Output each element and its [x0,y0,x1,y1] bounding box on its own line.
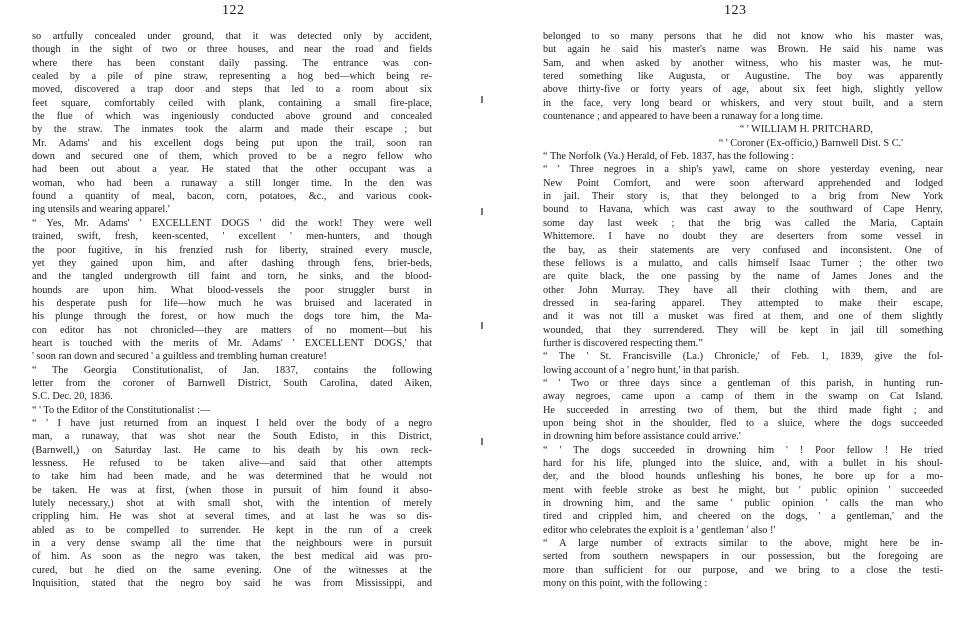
text-line: ' soon ran down and secured ' a guiltless and trembling human creature! [32,351,327,363]
gutter-mark [481,322,483,329]
text-line: feet square, comfortably ceiled with plank, containing a small fire-place, [32,97,432,109]
text-line: He succeeded in arresting two of them, but the third made fight ; and [543,404,943,416]
text-line: though in the sight of two or three houses, and near the road and fields [32,44,432,56]
text-line: in drowning him, and the same ' public opinion ' calls the man who [543,498,943,510]
text-line: cured, but he died on the same evening. One of the witnesses at the [32,564,432,576]
text-line: away negroes, came upon a camp of them in the swamp on Cat Island. [543,391,943,403]
text-line: by the straw. The inmates took the alarm and made their escape ; but [32,124,432,136]
text-line: dressed in sea-faring apparel. They attempted to make their escape, [543,297,943,309]
text-line: are quite black, the one passing by the name of James Jones and the [543,271,943,283]
text-line: “ The ' St. Francisville (La.) Chronicle,' of Feb. 1, 1839, give the fol- [543,351,943,363]
text-line: “ The Georgia Constitutionalist, of Jan. 1837, contains the following [32,364,432,376]
text-line: “ ' Three negroes in a ship's yawl, came on shore yesterday evening, near [543,164,943,176]
text-line: in jail. Their story is, that they belonged to a brig from New York [543,191,943,203]
left-page [0,0,478,631]
text-line: New Point Comfort, and were soon afterward apprehended and lodged [543,177,943,189]
text-line: had been out about a year. He stated that the other occupant was a [32,164,432,176]
text-line: “ ' Two or three days since a gentleman of this parish, in hunting run- [543,377,943,389]
right-page [490,0,980,631]
text-line: “ Yes, Mr. Adams' ' EXCELLENT DOGS ' did the work! They were well [32,217,432,229]
text-line: further is discovered respecting them.” [543,337,703,349]
text-line: in a very dense swamp all the time that the neighbours were in pursuit [32,538,432,550]
text-line: lowing account of a ' negro hunt,' in that parish. [543,364,740,376]
text-line: the bay, as their statements are very confused and inconsistent. One of [543,244,943,256]
text-line: his plunge through the forest, or how much the dogs tore him, the Ma- [32,311,432,323]
text-line: Mr. Adams' and his excellent dogs being put upon the trail, soon ran [32,137,432,149]
text-line: upon being shot in the shoulder, fled to a sluice, where the dogs succeeded [543,417,943,429]
text-line: “ The Norfolk (Va.) Herald, of Feb. 1837, has the following : [543,151,795,163]
text-line: where there has been constant daily passing. The entrance was con- [32,57,432,69]
text-line: letter from the coroner of Barnwell District, South Carolina, dated Aiken, [32,377,432,389]
text-line: der, and the blood hounds unfleshing his bones, he bore up for a mo- [543,471,943,483]
text-line: man, a runaway, that was shot near the South Edisto, in this District, [32,431,432,443]
text-line: “ ' To the Editor of the Constitutionalist :— [32,404,211,416]
text-line: wounded, that they surrendered. They will be kept in jail till something [543,324,943,336]
text-line: above thirty-five or forty years of age, about six feet high, slightly yellow [543,84,943,96]
text-line: “ A large number of extracts similar to the above, might here be in- [543,538,943,550]
gutter-mark [481,438,483,445]
text-line: lessness. He refused to be taken alive—and said that other attempts [32,458,432,469]
text-line: Whittemore. I have no doubt they are deserters from some vessel in [543,231,943,243]
page-number: 123 [724,3,747,18]
text-line: woman, who had been a runaway a still longer time. In the den was [32,177,432,189]
text-line: hard for his life, plunged into the sluice, and, with a bullet in his shoul- [543,458,943,469]
text-line: of him. As soon as the negro was taken, the best medical aid was pro- [32,551,432,563]
text-line: con editor has not chronicled—they are matters of no moment—but his [32,324,432,336]
text-line: ment with feeble stroke as best he might, but ' public opinion ' succeeded [543,484,943,496]
gutter-mark [481,208,483,215]
text-line: more than sufficient for our purpose, and we bring to a close the testi- [543,564,943,576]
text-line: editor who celebrates the exploit is a ' gentleman ' also !' [543,524,776,536]
text-line: and it was not till a musket was fired at them, and one of them slightly [543,311,943,323]
text-line: belonged to so many persons that he did not know who his master was, [543,31,943,42]
text-line: mony on this point, with the following : [543,578,708,590]
page-number: 122 [222,3,245,18]
text-line: but again he said his master's name was Brown. He said his name was [543,44,943,56]
text-line: hounds are upon him. What blood-vessels the poor struggler burst in [32,284,432,296]
text-line: Inquisition, stated that the negro boy said he was from Mississippi, and [32,578,432,590]
page-text [32,30,432,590]
text-line: yet they gained upon him, and after dashing through fens, brier-beds, [32,257,432,269]
signature-line: “ ' WILLIAM H. PRITCHARD, [739,124,873,136]
page-text [543,30,943,590]
text-line: the poor fugitive, in his frenzied rush for liberty, strained every muscle, [32,244,432,256]
text-line: tired and crippled him, and cheered on the dogs, ' a gentleman,' and the [543,511,943,523]
text-line: to take him had been made, and he was determined that he would not [32,471,432,483]
text-line: cealed by a pile of pine straw, representing a hog bed—which being re- [32,71,432,83]
text-line: “ ' I have just returned from an inquest I held over the body of a negro [32,417,432,429]
text-line: trained, swift, fresh, keen-scented, ' excellent ' men-hunters, and though [32,231,432,243]
text-line: in drowning him before assistance could arrive.' [543,431,741,443]
text-line: found a quantity of meal, bacon, corn, potatoes, &c., and various cook- [32,191,432,203]
text-line: crippling him. He was shot at several times, and at last he was so dis- [32,511,432,523]
text-line: down and secured one of them, which proved to be a negro fellow who [32,151,432,163]
text-line: the flue of which was ingeniously conducted above ground and concealed [32,111,432,123]
text-line: so artfully concealed under ground, that it was detected only by accident, [32,31,432,42]
text-line: and the tangled undergrowth till faint and torn, he sinks, and the blood- [32,271,432,283]
text-line: these fellows is a mulatto, and calls himself Isaac Turner ; the other two [543,257,943,269]
signature-line: “ ' Coroner (Ex-officio,) Barnwell Dist. S C.' [718,137,903,149]
text-line: serted from southern newspapers in our possession, but the foregoing are [543,551,943,563]
text-line: in the face, very long beard or whiskers, and very stout built, and a stern [543,97,943,109]
text-line: be taken. He was at first, (when those in pursuit of him found it abso- [32,484,432,496]
text-line: (Barnwell,) on Saturday last. He came to his death by his own reck- [32,444,432,456]
text-line: ing utensils and wearing apparel.' [32,204,170,216]
text-line: countenance ; and appeared to have been a runaway for a long time. [543,111,823,123]
text-line: “ ' The dogs succeeded in drowning him ' ! Poor fellow ! He tried [543,444,943,456]
gutter-mark [481,96,483,103]
text-line: tered something like Augusta, or Augustine. The boy was apparently [543,71,943,83]
text-line: S.C. Dec. 20, 1836. [32,391,113,403]
text-line: heart is touched with the merits of Mr. Adams' ' EXCELLENT DOGS,' that [32,337,432,349]
text-line: moved, discovered a trap door and steps that led to a room about six [32,84,432,96]
text-line: abled as to be compelled to surrender. He kept in the run of a creek [32,524,432,536]
text-line: bound to Havana, which was cast away to the southward of Cape Henry, [543,204,943,216]
text-line: Sam, and when asked by another witness, who his master was, he mut- [543,57,943,69]
text-line: other John Murray. They have all their clothing with them, and are [543,284,943,296]
text-line: his desperate push for life—how much he was bruised and lacerated in [32,297,432,309]
text-line: some day last week ; that the brig was called the Maria, Captain [543,217,943,229]
text-line: lutely necessary,) shot at with small shot, with the intention of merely [32,498,432,510]
